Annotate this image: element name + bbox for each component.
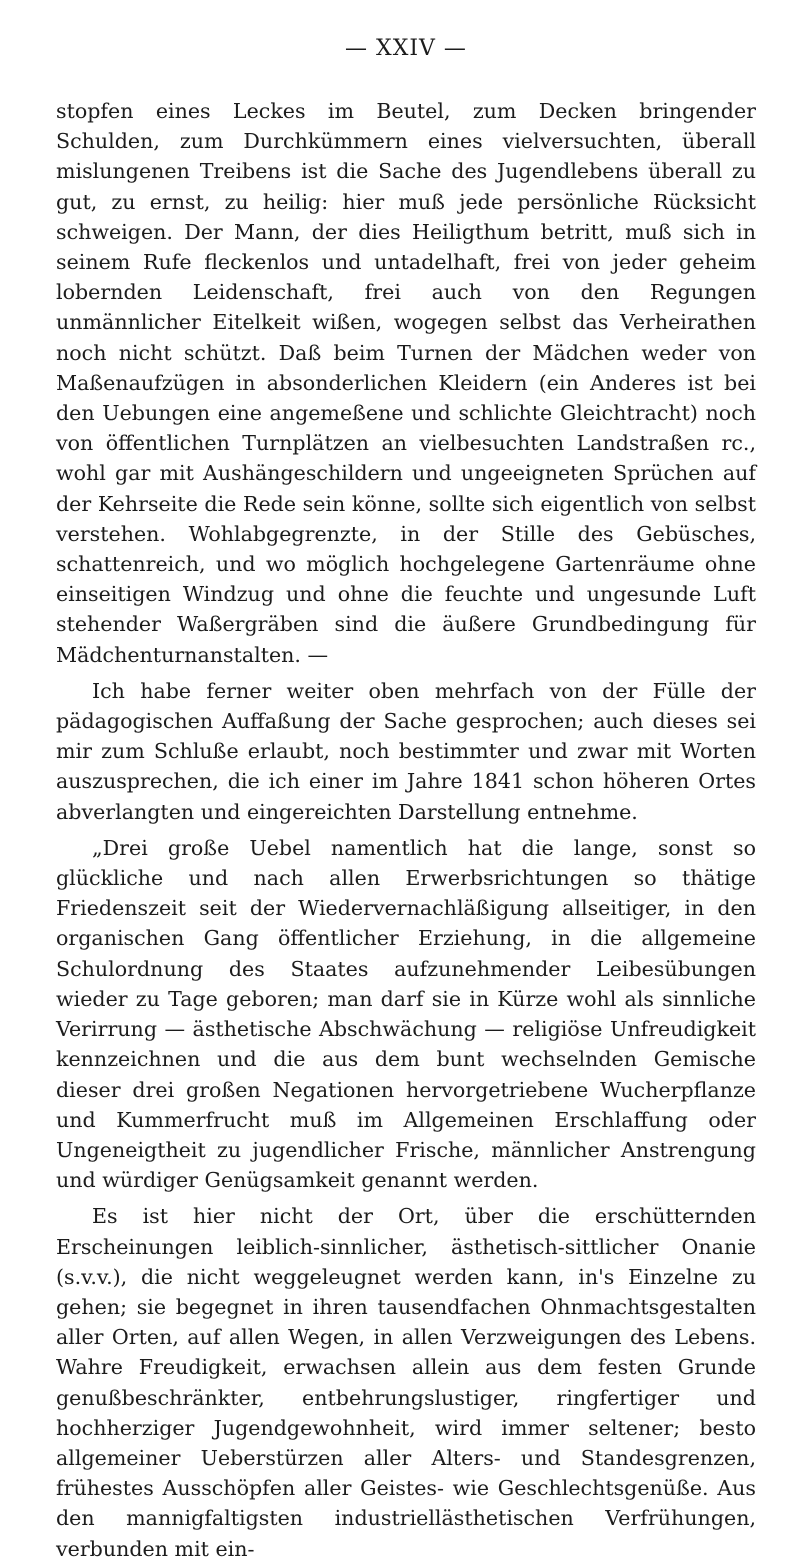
- document-page: [56, 36, 756, 1564]
- paragraph-3: „Drei große Uebel namentlich hat die lange, sonst so glückliche und nach allen Erwerbsrichtungen so thätige Friedenszeit seit der Wiedervernachläßigung allseitiger, in den organischen Gang öffentlicher Erziehung, in die allgemeine Schulordnung des Staates aufzunehmender Leibesübungen wieder zu Tage geboren; man darf sie in Kürze wohl als sinnliche Verirrung — ästhetische Abschwächung — religiöse Unfreudigkeit kennzeichnen und die aus dem bunt wechselnden Gemische dieser drei großen Negationen hervorgetriebene Wucherpflanze und Kummerfrucht muß im Allgemeinen Erschlaffung oder Ungeneigtheit zu jugendlicher Frische, männlicher Anstrengung und würdiger Genügsamkeit genannt werden.: [56, 835, 756, 1193]
- paragraph-2: Ich habe ferner weiter oben mehrfach von der Fülle der pädagogischen Auffaßung der Sache gesprochen; auch dieses sei mir zum Schluße erlaubt, noch bestimmter und zwar mit Worten auszusprechen, die ich einer im Jahre 1841 schon höheren Ortes abverlangten und eingereichten Darstellung entnehme.: [56, 678, 756, 824]
- page-number: — XXIV —: [345, 36, 467, 61]
- paragraph-1: stopfen eines Leckes im Beutel, zum Decken bringender Schulden, zum Durchkümmern eines vielversuchten, überall mislungenen Treibens ist die Sache des Jugendlebens überall zu gut, zu ernst, zu heilig: hier muß jede persönliche Rücksicht schweigen. Der Mann, der dies Heiligthum betritt, muß sich in seinem Rufe fleckenlos und untadelhaft, frei von jeder geheim lobernden Leidenschaft, frei auch von den Regungen unmännlicher Eitelkeit wißen, wogegen selbst das Verheirathen noch nicht schützt. Daß beim Turnen der Mädchen weder von Maßenaufzügen in absonderlichen Kleidern (ein Anderes ist bei den Uebungen eine angemeßene und schlichte Gleichtracht) noch von öffentlichen Turnplätzen an vielbesuchten Landstraßen rc., wohl gar mit Aushängeschildern und ungeeigneten Sprüchen auf der Kehrseite die Rede sein könne, sollte sich eigentlich von selbst verstehen. Wohlabgegrenzte, in der Stille des Gebüsches, schattenreich, und wo möglich hochgelegene Gartenräume ohne einseitigen Windzug und ohne die feuchte und ungesunde Luft stehender Waßergräben sind die äußere Grundbedingung für Mädchenturnanstalten. —: [56, 99, 756, 667]
- paragraph-4: Es ist hier nicht der Ort, über die erschütternden Erscheinungen leiblich-sinnlicher, ästhetisch-sittlicher Onanie (s.v.v.), die nicht weggeleugnet werden kann, in's Einzelne zu gehen; sie begegnet in ihren tausendfachen Ohnmachtsgestalten aller Orten, auf allen Wegen, in allen Verzweigungen des Lebens. Wahre Freudigkeit, erwachsen allein aus dem festen Grunde genußbeschränkter, entbehrungslustiger, ringfertiger und hochherziger Jugendgewohnheit, wird immer seltener; besto allgemeiner Ueberstürzen aller Alters- und Standesgrenzen, frühestes Ausschöpfen aller Geistes- wie Geschlechtsgenüße. Aus den mannigfaltigsten industriellästhetischen Verfrühungen, verbunden mit ein-: [56, 1204, 756, 1561]
